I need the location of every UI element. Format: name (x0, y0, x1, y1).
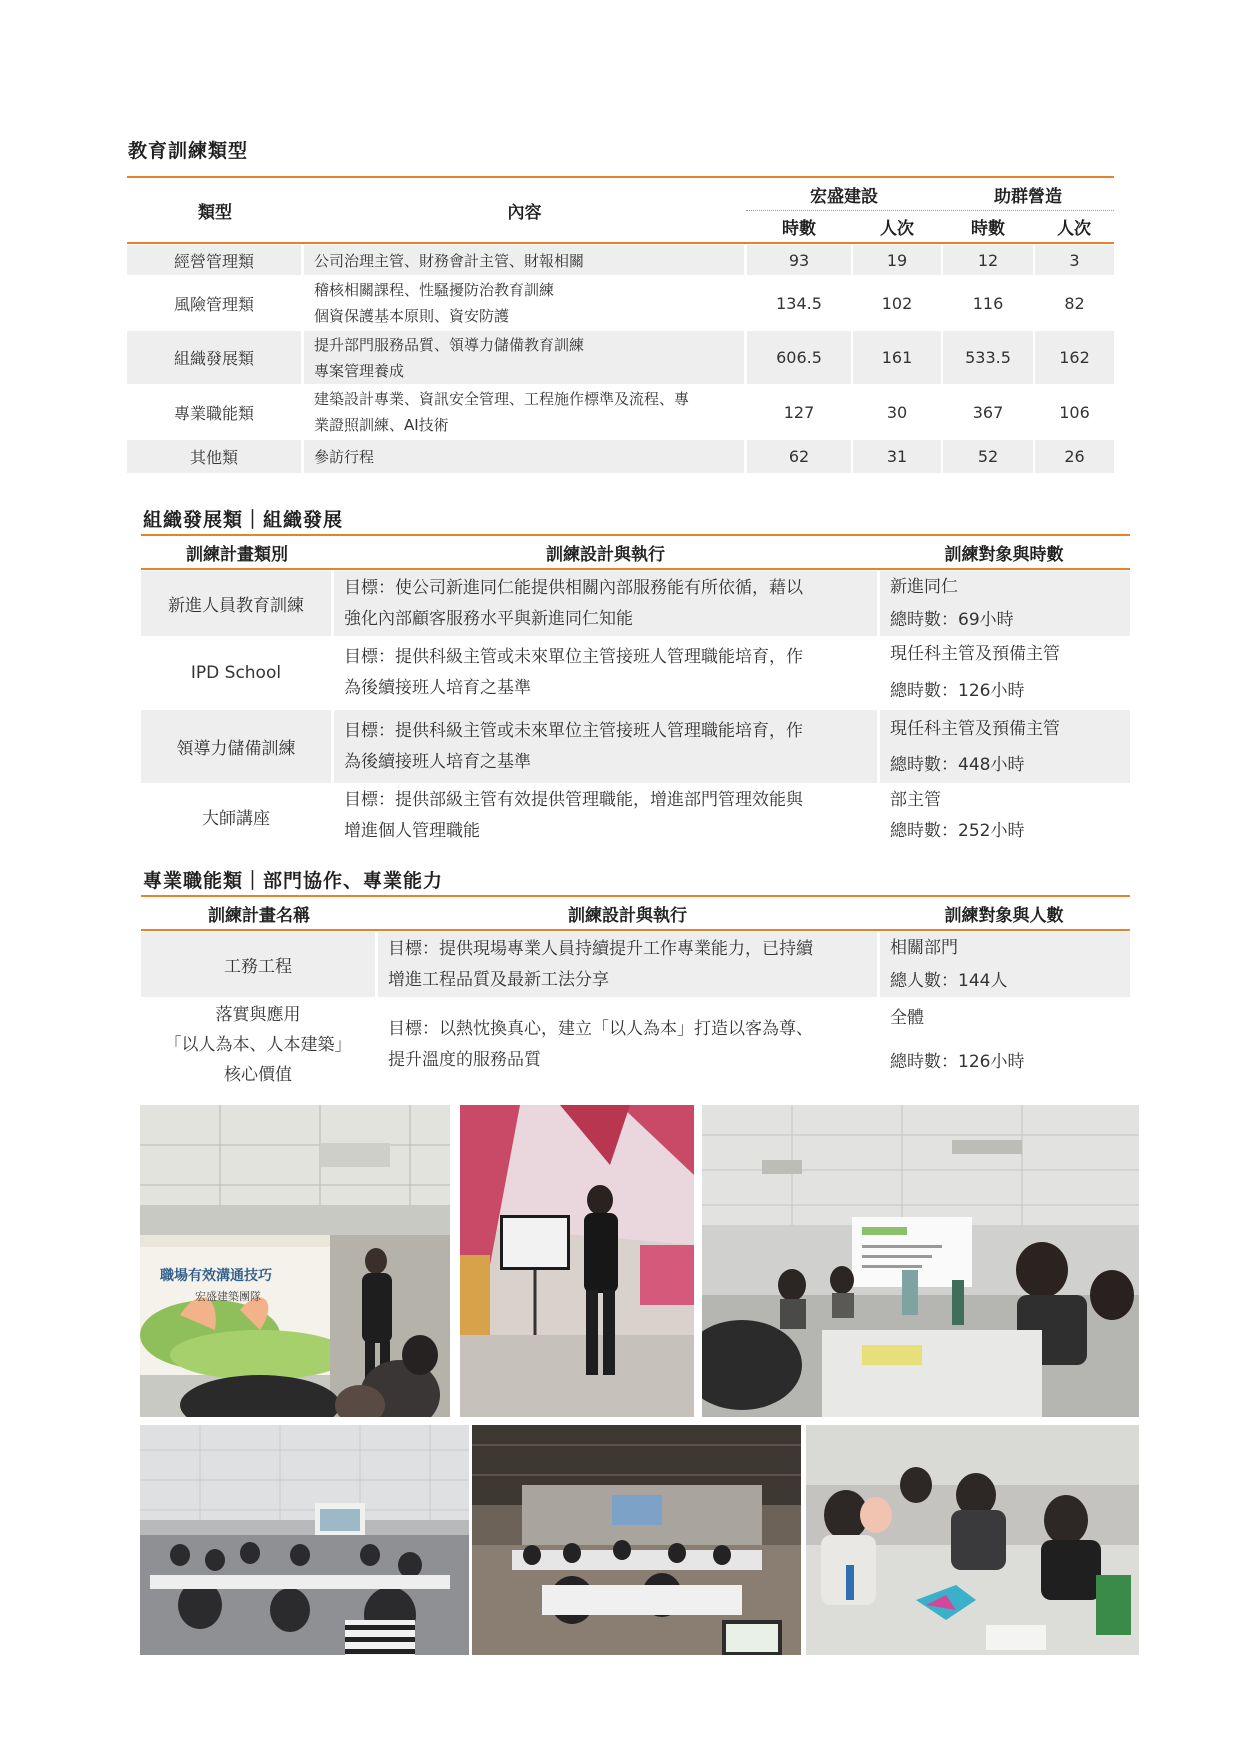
section1-title: 教育訓練類型 (128, 140, 249, 162)
table2-row-name: 大師講座 (202, 808, 270, 829)
table1-header-a-hours: 時數 (782, 219, 816, 239)
photo-classroom-image (702, 1105, 1139, 1417)
photo-meeting-room-image (140, 1425, 469, 1655)
table1-header-company-a: 宏盛建設 (810, 186, 878, 207)
target-line: 總時數：126小時 (890, 681, 1025, 701)
table1-header-company-b: 助群營造 (994, 186, 1062, 207)
table1-row-b-people: 26 (1035, 440, 1114, 473)
content-line: 專案管理養成 (314, 361, 405, 380)
table2-row-target (880, 785, 1130, 847)
content-line: 業證照訓練、AI技術 (314, 416, 449, 434)
table2-row-design (334, 571, 877, 636)
table1-row-type: 經營管理類 (127, 245, 301, 275)
section2-title: 組織發展類｜組織發展 (143, 509, 344, 531)
table1-row-b-hours: 116 (972, 293, 1004, 313)
table1-row-content (304, 277, 744, 329)
name-line: 核心價值 (224, 1065, 292, 1085)
design-line: 強化內部顧客服務水平與新進同仁知能 (344, 608, 633, 629)
design-line: 提升溫度的服務品質 (388, 1050, 541, 1070)
table3-row-design (378, 932, 877, 997)
name-line: 「以人為本、人本建築」 (164, 1035, 352, 1055)
table3-row-name: 工務工程 (141, 932, 375, 997)
design-line: 增進個人管理職能 (344, 821, 480, 841)
photo-group-activity-image (806, 1425, 1139, 1655)
table1-row-b-hours: 12 (943, 245, 1033, 275)
training-photo-presentation (140, 1105, 450, 1417)
table1-row-content (304, 386, 744, 438)
target-line: 現任科主管及預備主管 (890, 718, 1060, 739)
design-line: 目標：以熱忱換真心，建立「以人為本」打造以客為尊、 (388, 1019, 813, 1039)
table1-row-b-people: 3 (1035, 245, 1114, 275)
table1-row-content: 公司治理主管、財務會計主管、財報相關 (304, 245, 744, 275)
table1-row-b-people: 162 (1035, 331, 1114, 384)
table3-header-plan: 訓練計畫名稱 (208, 905, 310, 926)
table1-row-content: 參訪行程 (304, 440, 744, 473)
target-line: 總人數：144人 (890, 970, 1008, 991)
training-photo-classroom (702, 1105, 1139, 1417)
table3-header-design: 訓練設計與執行 (568, 905, 687, 926)
table3-row-target (880, 999, 1130, 1091)
target-line: 相關部門 (890, 937, 958, 958)
table1-row-type: 其他類 (127, 440, 301, 473)
table2-row-target (880, 571, 1130, 636)
design-line: 增進工程品質及最新工法分享 (388, 969, 609, 990)
slide-title-text: 職場有效溝通技巧 (160, 1268, 272, 1284)
target-line: 總時數：448小時 (890, 754, 1025, 775)
design-line: 為後續接班人培育之基準 (344, 751, 531, 772)
table1-row-type: 專業職能類 (173, 403, 254, 423)
table1-row-b-hours: 367 (972, 402, 1004, 422)
table2-row-target (880, 638, 1130, 708)
target-line: 總時數：126小時 (890, 1052, 1025, 1072)
section3-title: 專業職能類｜部門協作、專業能力 (143, 870, 444, 892)
table1-header-content: 內容 (507, 202, 542, 223)
table2-header-target: 訓練對象與時數 (944, 544, 1064, 565)
table2-header-rule (141, 568, 1130, 570)
table1-row-a-hours: 62 (747, 440, 851, 473)
table1-header-b-people: 人次 (1057, 219, 1091, 239)
design-line: 目標：使公司新進同仁能提供相關內部服務能有所依循，藉以 (344, 577, 803, 598)
content-line: 提升部門服務品質、領導力儲備教育訓練 (314, 335, 585, 354)
target-line: 總時數：69小時 (890, 609, 1014, 630)
table3-header-rule (141, 929, 1130, 931)
design-line: 目標：提供科級主管或未來單位主管接班人管理職能培育，作 (344, 647, 803, 667)
table1-row-a-people: 19 (853, 245, 941, 275)
table1-header-type: 類型 (198, 202, 232, 223)
target-line: 部主管 (890, 790, 941, 810)
table2-row-target (880, 710, 1130, 783)
design-line: 為後續接班人培育之基準 (344, 678, 531, 698)
design-line: 目標：提供科級主管或未來單位主管接班人管理職能培育，作 (344, 720, 803, 741)
training-photo-group-activity (806, 1425, 1139, 1655)
target-line: 新進同仁 (890, 576, 958, 597)
table2-row-design (334, 710, 877, 783)
table1-row-content (304, 331, 744, 384)
table3-header-target: 訓練對象與人數 (944, 905, 1064, 926)
design-line: 目標：提供部級主管有效提供管理職能，增進部門管理效能與 (344, 790, 803, 810)
content-line: 個資保護基本原則、資安防護 (314, 307, 510, 325)
target-line: 總時數：252小時 (890, 821, 1025, 841)
target-line: 現任科主管及預備主管 (890, 644, 1060, 664)
photo-presentation-image (140, 1105, 450, 1417)
table2-row-name: 新進人員教育訓練 (141, 571, 331, 636)
slide-subtitle-text: 宏盛建築團隊 (195, 1290, 261, 1303)
table1-row-b-people: 106 (1059, 402, 1090, 422)
table1-row-a-people: 102 (881, 293, 913, 313)
table3-row-name (141, 999, 375, 1091)
table1-row-a-people: 30 (886, 402, 908, 422)
table2-header-plan: 訓練計畫類別 (186, 544, 288, 565)
name-line: 落實與應用 (215, 1005, 301, 1025)
target-line: 全體 (890, 1008, 924, 1028)
table1-row-a-people: 31 (853, 440, 941, 473)
table1-header-b-hours: 時數 (971, 219, 1005, 239)
training-photo-meeting-room (140, 1425, 469, 1655)
table1-row-a-hours: 606.5 (747, 331, 851, 384)
table1-row-a-hours: 93 (747, 245, 851, 275)
table1-row-b-hours: 52 (943, 440, 1033, 473)
training-photo-workshop-room (472, 1425, 801, 1655)
table2-row-design (334, 638, 877, 708)
design-line: 目標：提供現場專業人員持續提升工作專業能力，已持續 (388, 938, 813, 959)
table2-header-design: 訓練設計與執行 (546, 544, 665, 565)
table3-row-target (880, 932, 1130, 997)
table2-row-design (334, 785, 877, 847)
content-line: 稽核相關課程、性騷擾防治教育訓練 (314, 281, 555, 299)
table1-row-b-people: 82 (1064, 293, 1085, 313)
table1-row-a-people: 161 (853, 331, 941, 384)
table2-row-name: 領導力儲備訓練 (141, 710, 331, 783)
table1-header-a-people: 人次 (880, 219, 914, 239)
photo-workshop-room-image (472, 1425, 801, 1655)
table1-row-b-hours: 533.5 (943, 331, 1033, 384)
table1-row-type: 風險管理類 (173, 294, 254, 314)
table2-row-name: IPD School (190, 663, 282, 683)
table1-header-rule (127, 242, 1114, 244)
photo-outdoor-speaker-image (460, 1105, 694, 1417)
table1-row-type: 組織發展類 (127, 331, 301, 384)
table1-row-a-hours: 127 (783, 402, 815, 422)
training-photo-outdoor-speaker (460, 1105, 694, 1417)
table3-row-design (378, 999, 877, 1091)
content-line: 建築設計專業、資訊安全管理、工程施作標準及流程、專 (314, 390, 690, 408)
table1-row-a-hours: 134.5 (776, 293, 822, 313)
